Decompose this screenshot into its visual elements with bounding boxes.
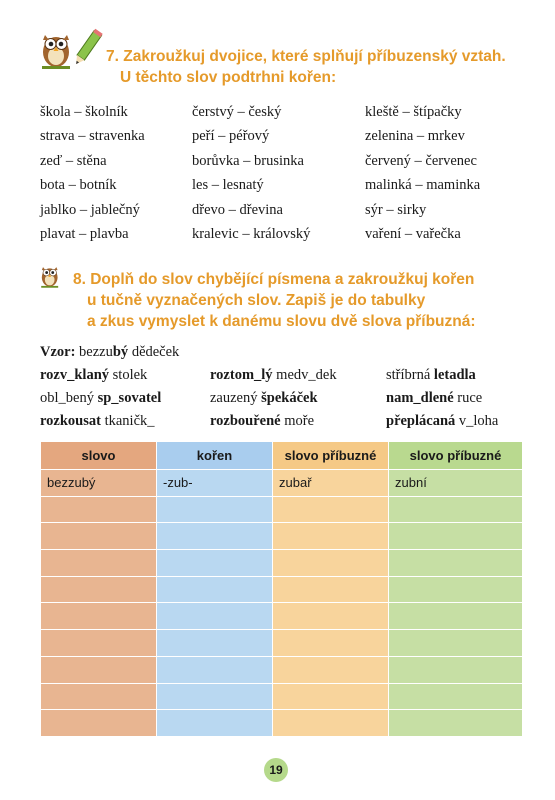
table-cell[interactable]	[41, 656, 157, 683]
task-8-title-line-1: 8. Doplň do slov chybějící písmena a zakroužkuj kořen	[73, 271, 475, 288]
table-cell[interactable]	[273, 683, 389, 710]
example-row	[40, 341, 179, 363]
table-cell[interactable]	[389, 710, 523, 737]
table-row	[41, 603, 523, 630]
table-cell[interactable]	[273, 710, 389, 737]
table-row	[41, 550, 523, 577]
table-cell[interactable]	[157, 496, 273, 523]
table-cell[interactable]	[273, 496, 389, 523]
task-8-header	[40, 253, 520, 330]
table-cell[interactable]	[273, 523, 389, 550]
table-row	[41, 576, 523, 603]
table-row	[41, 710, 523, 737]
task-7-title	[106, 46, 506, 88]
word-pairs-column-3	[365, 100, 480, 246]
table-cell[interactable]	[157, 576, 273, 603]
table-cell[interactable]	[41, 576, 157, 603]
header-slovo-pribuzne-2: slovo příbuzné	[389, 442, 523, 470]
exercise-item[interactable]: zauzený špekáček	[210, 390, 318, 406]
table-cell[interactable]	[41, 683, 157, 710]
exercise-item[interactable]: přeplácaná v_loha	[386, 413, 499, 429]
exercise-item[interactable]: roztom_lý medv_dek	[210, 367, 337, 383]
task-7-title-line-2: U těchto slov podtrhni kořen:	[120, 69, 337, 86]
task-8-title	[73, 269, 476, 332]
exercise-item[interactable]: rozbouřené moře	[210, 413, 315, 429]
table-row	[41, 496, 523, 523]
table-cell[interactable]: bezzubý	[41, 470, 157, 497]
task-8-title-line-2: u tučně vyznačených slov. Zapiš je do tabulky	[87, 292, 426, 309]
table-cell[interactable]	[41, 630, 157, 657]
word-pair[interactable]: sýr – sirky	[365, 201, 427, 218]
table-cell[interactable]: zubní	[389, 470, 523, 497]
page-number: 19	[264, 758, 288, 782]
table-row	[41, 523, 523, 550]
task-7-title-line-1: 7. Zakroužkuj dvojice, které splňují příbuzenský vztah.	[106, 48, 506, 65]
table-cell[interactable]	[389, 496, 523, 523]
exercise-item[interactable]: obl_bený sp_sovatel	[40, 390, 162, 406]
word-pair[interactable]: vaření – vařečka	[365, 225, 461, 242]
task-7-header	[40, 26, 520, 86]
word-pair[interactable]: les – lesnatý	[192, 177, 264, 194]
table-cell[interactable]	[273, 603, 389, 630]
exercise-item[interactable]: rozkousat tkaničk_	[40, 413, 155, 429]
task-8-title-line-3: a zkus vymyslet k danému slovu dvě slova příbuzná:	[87, 313, 476, 330]
table-cell[interactable]: zubař	[273, 470, 389, 497]
word-pair[interactable]: plavat – plavba	[40, 225, 129, 242]
table-cell[interactable]	[389, 683, 523, 710]
table-cell[interactable]	[273, 630, 389, 657]
word-pair[interactable]: zelenina – mrkev	[365, 128, 465, 145]
word-pair[interactable]: bota – botník	[40, 177, 117, 194]
header-slovo-pribuzne-1: slovo příbuzné	[273, 442, 389, 470]
table-cell[interactable]	[157, 630, 273, 657]
header-koren: kořen	[157, 442, 273, 470]
answer-table	[40, 441, 523, 737]
table-cell[interactable]	[389, 550, 523, 577]
word-pair[interactable]: malinká – maminka	[365, 177, 481, 194]
word-pair[interactable]: škola – školník	[40, 104, 128, 120]
table-cell[interactable]	[41, 523, 157, 550]
owl-icon	[42, 35, 70, 69]
word-pair[interactable]: peří – péřový	[192, 128, 270, 145]
word-pair[interactable]: červený – červenec	[365, 152, 477, 169]
table-cell[interactable]	[41, 603, 157, 630]
example-word: bezzubý dědeček	[79, 344, 180, 360]
table-header-row	[41, 442, 523, 470]
table-cell[interactable]	[273, 576, 389, 603]
word-pair[interactable]: strava – stravenka	[40, 128, 145, 145]
word-pair[interactable]: čerstvý – český	[192, 104, 282, 120]
owl-pencil-icon	[40, 26, 106, 70]
table-row	[41, 683, 523, 710]
word-pair[interactable]: kralevic – královský	[192, 225, 311, 242]
example-label: Vzor:	[40, 344, 76, 360]
word-pairs-column-2	[192, 100, 310, 246]
table-cell[interactable]	[41, 496, 157, 523]
exercise-item[interactable]: nam_dlené ruce	[386, 390, 483, 406]
table-cell[interactable]	[273, 656, 389, 683]
word-pair[interactable]: kleště – štípačky	[365, 104, 462, 120]
table-cell[interactable]	[389, 523, 523, 550]
word-pairs-column-1	[40, 100, 145, 246]
table-cell[interactable]	[389, 656, 523, 683]
table-cell[interactable]	[157, 710, 273, 737]
header-slovo: slovo	[41, 442, 157, 470]
table-row	[41, 470, 523, 497]
table-cell[interactable]	[157, 683, 273, 710]
table-cell[interactable]	[41, 710, 157, 737]
table-cell[interactable]	[273, 550, 389, 577]
table-row	[41, 656, 523, 683]
word-pair[interactable]: borůvka – brusinka	[192, 152, 304, 169]
pencil-icon	[72, 29, 102, 67]
table-cell[interactable]	[389, 630, 523, 657]
table-cell[interactable]	[389, 576, 523, 603]
table-cell[interactable]	[157, 550, 273, 577]
table-row	[41, 630, 523, 657]
word-pair[interactable]: dřevo – dřevina	[192, 201, 283, 218]
table-cell[interactable]	[157, 523, 273, 550]
table-cell[interactable]	[157, 603, 273, 630]
word-pair[interactable]: jablko – jablečný	[40, 201, 140, 218]
table-cell[interactable]	[157, 656, 273, 683]
exercise-item[interactable]: rozv_klaný stolek	[40, 367, 148, 383]
table-cell[interactable]	[389, 603, 523, 630]
exercise-item[interactable]: stříbrná letadla	[386, 367, 476, 383]
word-pair[interactable]: zeď – stěna	[40, 152, 107, 169]
table-cell[interactable]	[41, 550, 157, 577]
table-cell[interactable]: -zub-	[157, 470, 273, 497]
